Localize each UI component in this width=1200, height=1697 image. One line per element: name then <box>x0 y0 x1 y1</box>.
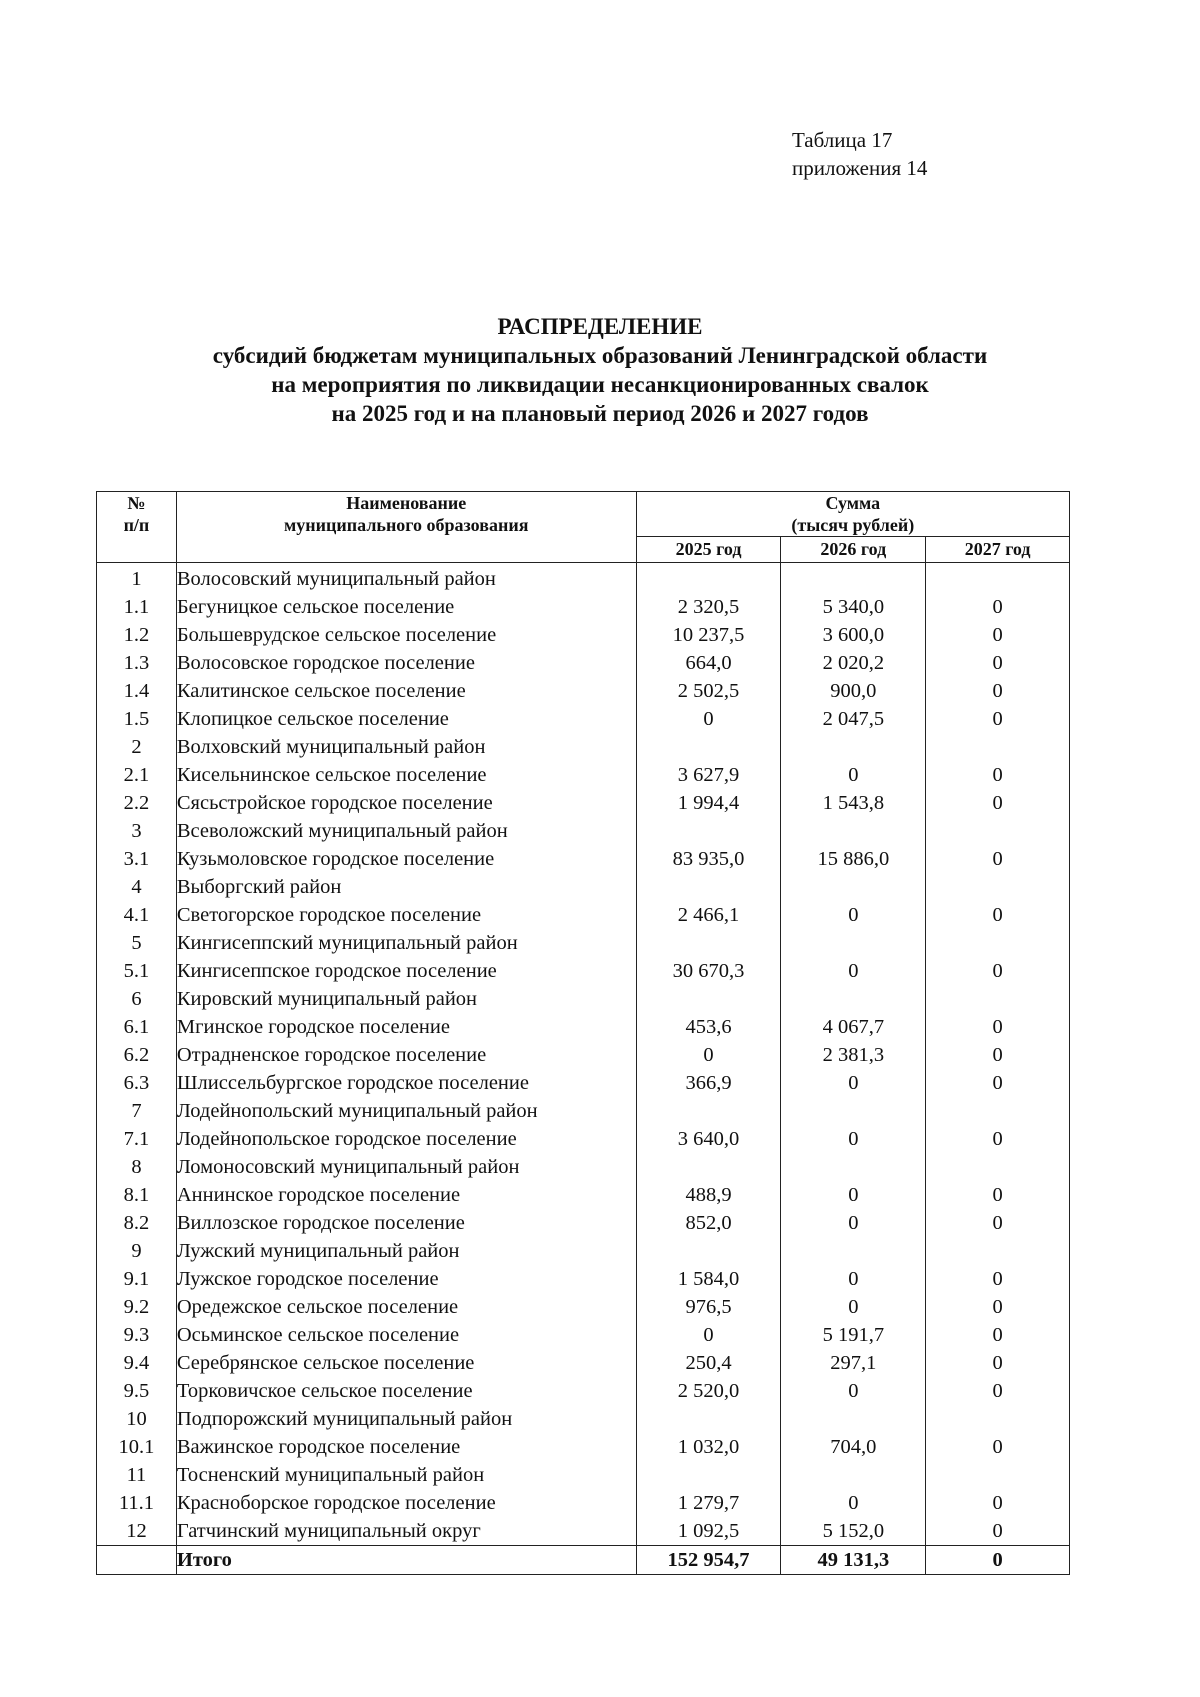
row-value-2025 <box>636 1153 781 1181</box>
row-value-2025: 0 <box>636 1321 781 1349</box>
row-value-2025: 0 <box>636 705 781 733</box>
total-2026: 49 131,3 <box>781 1546 926 1575</box>
table-row <box>97 817 1070 845</box>
row-municipality-name: Клопицкое сельское поселение <box>176 705 636 733</box>
row-value-2026: 0 <box>781 1377 926 1405</box>
row-municipality-name: Лужский муниципальный район <box>176 1237 636 1265</box>
table-row <box>97 1181 1070 1209</box>
header-year-2026: 2026 год <box>781 537 926 563</box>
row-value-2025: 488,9 <box>636 1181 781 1209</box>
row-value-2026 <box>781 1237 926 1265</box>
row-value-2025: 453,6 <box>636 1013 781 1041</box>
row-number: 9.3 <box>97 1321 177 1349</box>
table-row <box>97 1489 1070 1517</box>
row-value-2026: 0 <box>781 901 926 929</box>
row-value-2027: 0 <box>926 1349 1070 1377</box>
row-value-2025 <box>636 873 781 901</box>
row-value-2027: 0 <box>926 677 1070 705</box>
row-value-2027: 0 <box>926 1265 1070 1293</box>
table-row <box>97 1097 1070 1125</box>
row-number: 7 <box>97 1097 177 1125</box>
row-value-2026: 0 <box>781 1181 926 1209</box>
row-municipality-name: Выборгский район <box>176 873 636 901</box>
table-row <box>97 957 1070 985</box>
row-value-2027: 0 <box>926 845 1070 873</box>
table-row <box>97 1041 1070 1069</box>
row-value-2026: 5 340,0 <box>781 593 926 621</box>
table-row <box>97 1461 1070 1489</box>
table-row <box>97 1517 1070 1546</box>
row-value-2027: 0 <box>926 649 1070 677</box>
table-row <box>97 789 1070 817</box>
table-row <box>97 985 1070 1013</box>
subsidy-table <box>96 491 1070 1575</box>
row-value-2025: 3 640,0 <box>636 1125 781 1153</box>
row-number: 8.2 <box>97 1209 177 1237</box>
row-value-2027 <box>926 817 1070 845</box>
row-municipality-name: Аннинское городское поселение <box>176 1181 636 1209</box>
row-municipality-name: Лужское городское поселение <box>176 1265 636 1293</box>
row-municipality-name: Волховский муниципальный район <box>176 733 636 761</box>
row-municipality-name: Мгинское городское поселение <box>176 1013 636 1041</box>
table-row <box>97 1377 1070 1405</box>
table-body <box>97 563 1070 1546</box>
table-row <box>97 733 1070 761</box>
row-municipality-name: Кингисеппское городское поселение <box>176 957 636 985</box>
row-municipality-name: Гатчинский муниципальный округ <box>176 1517 636 1546</box>
table-row <box>97 845 1070 873</box>
row-value-2026: 5 191,7 <box>781 1321 926 1349</box>
row-municipality-name: Красноборское городское поселение <box>176 1489 636 1517</box>
row-value-2025: 366,9 <box>636 1069 781 1097</box>
row-value-2025: 0 <box>636 1041 781 1069</box>
header-number-symbol: № <box>127 493 146 513</box>
row-number: 1.5 <box>97 705 177 733</box>
table-row <box>97 563 1070 594</box>
row-number: 1.2 <box>97 621 177 649</box>
row-number: 6.3 <box>97 1069 177 1097</box>
row-value-2026 <box>781 1097 926 1125</box>
row-value-2027: 0 <box>926 621 1070 649</box>
row-value-2026 <box>781 985 926 1013</box>
table-row <box>97 929 1070 957</box>
appendix-table-number: Таблица 17 <box>792 128 893 152</box>
row-value-2027: 0 <box>926 1069 1070 1097</box>
row-municipality-name: Серебрянское сельское поселение <box>176 1349 636 1377</box>
row-municipality-name: Отрадненское городское поселение <box>176 1041 636 1069</box>
table-row <box>97 705 1070 733</box>
row-value-2025: 2 520,0 <box>636 1377 781 1405</box>
table-row <box>97 1209 1070 1237</box>
table-row <box>97 1321 1070 1349</box>
document-heading <box>120 312 1080 428</box>
table-row <box>97 677 1070 705</box>
row-value-2025: 30 670,3 <box>636 957 781 985</box>
row-value-2027: 0 <box>926 1517 1070 1546</box>
row-value-2025 <box>636 1461 781 1489</box>
row-value-2026 <box>781 1405 926 1433</box>
row-value-2027: 0 <box>926 1489 1070 1517</box>
table-row <box>97 1265 1070 1293</box>
row-number: 4.1 <box>97 901 177 929</box>
row-value-2025 <box>636 563 781 594</box>
row-value-2027: 0 <box>926 789 1070 817</box>
table-row <box>97 1433 1070 1461</box>
row-value-2027: 0 <box>926 901 1070 929</box>
row-value-2025 <box>636 985 781 1013</box>
row-value-2026: 1 543,8 <box>781 789 926 817</box>
table-row <box>97 649 1070 677</box>
row-number: 1.4 <box>97 677 177 705</box>
row-municipality-name: Торковичское сельское поселение <box>176 1377 636 1405</box>
row-value-2025: 1 092,5 <box>636 1517 781 1546</box>
header-name-line-1: Наименование <box>346 493 467 513</box>
row-value-2027: 0 <box>926 761 1070 789</box>
table-row <box>97 1013 1070 1041</box>
document-title: РАСПРЕДЕЛЕНИЕ <box>497 314 703 339</box>
row-number: 9 <box>97 1237 177 1265</box>
row-number: 9.5 <box>97 1377 177 1405</box>
row-municipality-name: Виллозское городское поселение <box>176 1209 636 1237</box>
table-row <box>97 1405 1070 1433</box>
row-value-2026: 704,0 <box>781 1433 926 1461</box>
row-value-2027: 0 <box>926 1377 1070 1405</box>
row-municipality-name: Всеволожский муниципальный район <box>176 817 636 845</box>
table-row <box>97 901 1070 929</box>
row-value-2027: 0 <box>926 1293 1070 1321</box>
header-year-2025: 2025 год <box>636 537 781 563</box>
row-number: 2.1 <box>97 761 177 789</box>
row-municipality-name: Кисельнинское сельское поселение <box>176 761 636 789</box>
total-label: Итого <box>176 1546 636 1575</box>
row-value-2027 <box>926 1153 1070 1181</box>
header-name-line-2: муниципального образования <box>284 515 529 535</box>
table-row <box>97 1237 1070 1265</box>
row-number: 10.1 <box>97 1433 177 1461</box>
row-value-2025 <box>636 817 781 845</box>
row-municipality-name: Подпорожский муниципальный район <box>176 1405 636 1433</box>
row-value-2026 <box>781 563 926 594</box>
row-value-2026 <box>781 1461 926 1489</box>
row-value-2026 <box>781 929 926 957</box>
row-value-2025: 1 584,0 <box>636 1265 781 1293</box>
row-value-2026: 0 <box>781 1489 926 1517</box>
row-value-2027: 0 <box>926 593 1070 621</box>
total-2027: 0 <box>926 1546 1070 1575</box>
row-value-2027: 0 <box>926 1041 1070 1069</box>
row-municipality-name: Тосненский муниципальный район <box>176 1461 636 1489</box>
row-number: 5 <box>97 929 177 957</box>
table-row <box>97 1293 1070 1321</box>
row-number: 12 <box>97 1517 177 1546</box>
row-value-2027 <box>926 733 1070 761</box>
row-value-2025 <box>636 1405 781 1433</box>
row-municipality-name: Светогорское городское поселение <box>176 901 636 929</box>
document-subtitle-line-1: субсидий бюджетам муниципальных образований Ленинградской области <box>212 343 988 368</box>
table-row <box>97 1069 1070 1097</box>
row-municipality-name: Кировский муниципальный район <box>176 985 636 1013</box>
row-municipality-name: Осьминское сельское поселение <box>176 1321 636 1349</box>
total-2025: 152 954,7 <box>636 1546 781 1575</box>
row-municipality-name: Сясьстройское городское поселение <box>176 789 636 817</box>
total-row <box>97 1546 1070 1575</box>
header-sum <box>636 492 1069 537</box>
row-number: 8.1 <box>97 1181 177 1209</box>
row-municipality-name: Калитинское сельское поселение <box>176 677 636 705</box>
row-value-2026: 0 <box>781 1209 926 1237</box>
row-value-2025: 1 032,0 <box>636 1433 781 1461</box>
row-value-2027 <box>926 1237 1070 1265</box>
row-number: 2.2 <box>97 789 177 817</box>
row-number: 1.3 <box>97 649 177 677</box>
row-value-2026: 5 152,0 <box>781 1517 926 1546</box>
header-year-2027: 2027 год <box>926 537 1070 563</box>
table-row <box>97 621 1070 649</box>
row-value-2025 <box>636 733 781 761</box>
row-number: 10 <box>97 1405 177 1433</box>
row-municipality-name: Ломоносовский муниципальный район <box>176 1153 636 1181</box>
row-value-2027: 0 <box>926 1321 1070 1349</box>
row-number: 2 <box>97 733 177 761</box>
row-value-2026: 2 381,3 <box>781 1041 926 1069</box>
row-value-2025: 83 935,0 <box>636 845 781 873</box>
table-row <box>97 1153 1070 1181</box>
row-value-2027 <box>926 1461 1070 1489</box>
row-number: 4 <box>97 873 177 901</box>
row-value-2025: 3 627,9 <box>636 761 781 789</box>
table-row <box>97 593 1070 621</box>
row-number: 3 <box>97 817 177 845</box>
row-value-2027 <box>926 985 1070 1013</box>
row-municipality-name: Шлиссельбургское городское поселение <box>176 1069 636 1097</box>
row-value-2025: 852,0 <box>636 1209 781 1237</box>
header-name <box>176 492 636 563</box>
row-value-2025: 1 279,7 <box>636 1489 781 1517</box>
row-value-2026: 3 600,0 <box>781 621 926 649</box>
total-number-cell <box>97 1546 177 1575</box>
header-number-abbr: п/п <box>123 515 150 535</box>
row-number: 5.1 <box>97 957 177 985</box>
row-value-2027: 0 <box>926 1433 1070 1461</box>
row-value-2026 <box>781 733 926 761</box>
row-value-2025: 2 466,1 <box>636 901 781 929</box>
row-value-2025 <box>636 929 781 957</box>
row-value-2026 <box>781 1153 926 1181</box>
row-value-2026 <box>781 817 926 845</box>
row-municipality-name: Важинское городское поселение <box>176 1433 636 1461</box>
row-number: 1.1 <box>97 593 177 621</box>
row-number: 7.1 <box>97 1125 177 1153</box>
row-value-2027 <box>926 1405 1070 1433</box>
row-value-2025 <box>636 1097 781 1125</box>
row-value-2027: 0 <box>926 1013 1070 1041</box>
row-value-2027: 0 <box>926 1209 1070 1237</box>
row-value-2026: 0 <box>781 1125 926 1153</box>
header-number <box>97 492 177 563</box>
row-value-2026: 900,0 <box>781 677 926 705</box>
row-value-2025: 10 237,5 <box>636 621 781 649</box>
row-value-2026: 15 886,0 <box>781 845 926 873</box>
row-value-2027: 0 <box>926 1125 1070 1153</box>
row-value-2026: 0 <box>781 1069 926 1097</box>
row-number: 8 <box>97 1153 177 1181</box>
row-value-2025: 664,0 <box>636 649 781 677</box>
row-value-2027 <box>926 873 1070 901</box>
row-value-2027 <box>926 1097 1070 1125</box>
row-municipality-name: Большеврудское сельское поселение <box>176 621 636 649</box>
header-sum-label: Сумма <box>825 493 881 513</box>
row-municipality-name: Лодейнопольский муниципальный район <box>176 1097 636 1125</box>
header-sum-unit: (тысяч рублей) <box>791 515 915 535</box>
row-value-2027 <box>926 563 1070 594</box>
table-row <box>97 1125 1070 1153</box>
row-value-2027: 0 <box>926 1181 1070 1209</box>
table-row <box>97 1349 1070 1377</box>
row-municipality-name: Лодейнопольское городское поселение <box>176 1125 636 1153</box>
row-value-2025: 2 320,5 <box>636 593 781 621</box>
row-number: 9.4 <box>97 1349 177 1377</box>
document-subtitle-line-3: на 2025 год и на плановый период 2026 и 2027 годов <box>331 401 869 426</box>
row-municipality-name: Бегуницкое сельское поселение <box>176 593 636 621</box>
row-value-2025: 1 994,4 <box>636 789 781 817</box>
row-number: 3.1 <box>97 845 177 873</box>
appendix-attachment-number: приложения 14 <box>792 156 928 180</box>
row-value-2026 <box>781 873 926 901</box>
row-value-2027 <box>926 929 1070 957</box>
row-number: 11.1 <box>97 1489 177 1517</box>
row-number: 9.2 <box>97 1293 177 1321</box>
row-value-2026: 2 020,2 <box>781 649 926 677</box>
row-number: 9.1 <box>97 1265 177 1293</box>
document-subtitle-line-2: на мероприятия по ликвидации несанкционированных свалок <box>271 372 929 397</box>
row-value-2025 <box>636 1237 781 1265</box>
row-municipality-name: Волосовский муниципальный район <box>176 563 636 594</box>
table-row <box>97 873 1070 901</box>
row-municipality-name: Кузьмоловское городское поселение <box>176 845 636 873</box>
appendix-reference <box>792 126 927 182</box>
row-value-2027: 0 <box>926 957 1070 985</box>
row-value-2026: 0 <box>781 1265 926 1293</box>
row-municipality-name: Волосовское городское поселение <box>176 649 636 677</box>
row-value-2027: 0 <box>926 705 1070 733</box>
row-value-2025: 2 502,5 <box>636 677 781 705</box>
row-value-2026: 297,1 <box>781 1349 926 1377</box>
table-row <box>97 761 1070 789</box>
row-value-2026: 0 <box>781 1293 926 1321</box>
row-value-2026: 0 <box>781 761 926 789</box>
row-value-2026: 4 067,7 <box>781 1013 926 1041</box>
row-number: 6 <box>97 985 177 1013</box>
row-value-2026: 2 047,5 <box>781 705 926 733</box>
row-number: 6.1 <box>97 1013 177 1041</box>
row-number: 1 <box>97 563 177 594</box>
row-municipality-name: Оредежское сельское поселение <box>176 1293 636 1321</box>
row-number: 6.2 <box>97 1041 177 1069</box>
row-municipality-name: Кингисеппский муниципальный район <box>176 929 636 957</box>
row-number: 11 <box>97 1461 177 1489</box>
row-value-2026: 0 <box>781 957 926 985</box>
row-value-2025: 976,5 <box>636 1293 781 1321</box>
row-value-2025: 250,4 <box>636 1349 781 1377</box>
